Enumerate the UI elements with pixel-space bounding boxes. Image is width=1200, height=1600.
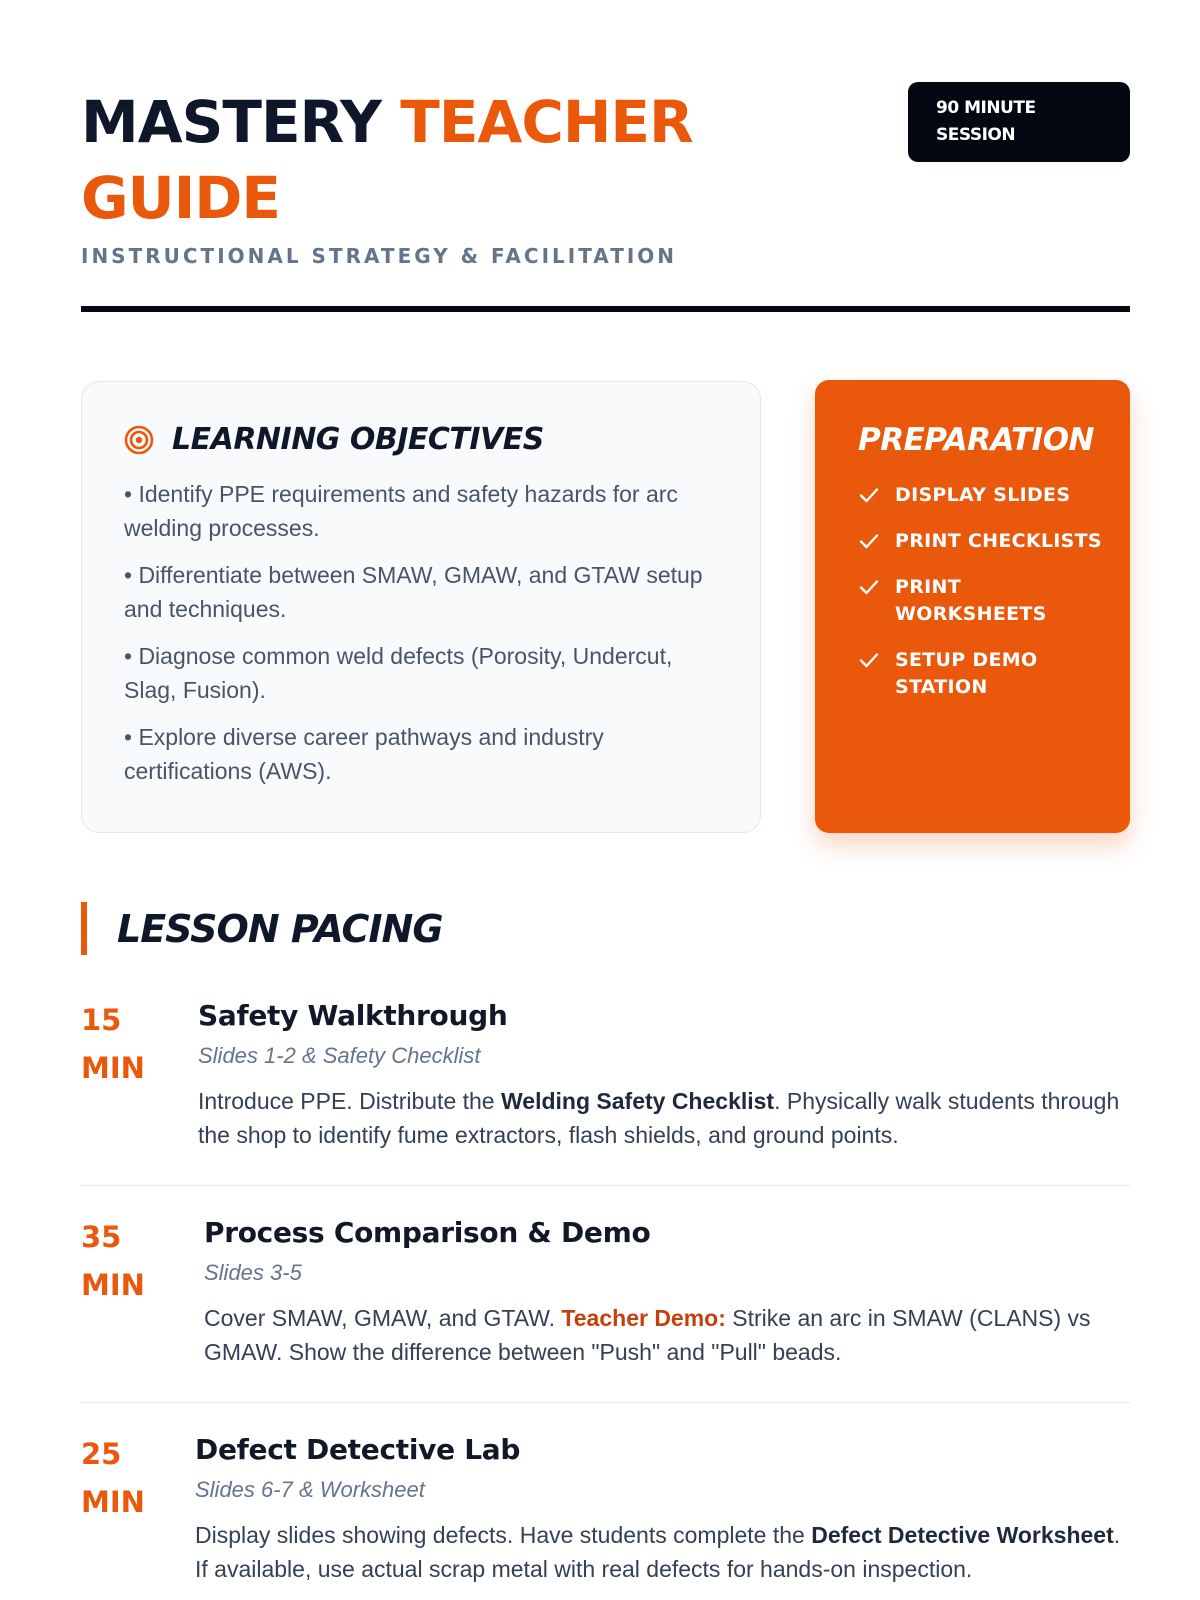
pacing-slides: Slides 3-5 [204, 1260, 302, 1285]
pacing-desc-text: Cover SMAW, GMAW, and GTAW. [204, 1305, 562, 1331]
pacing-slides: Slides 1-2 & Safety Checklist [198, 1043, 481, 1068]
check-icon [858, 484, 880, 506]
pacing-row [81, 1213, 1130, 1363]
pacing-desc-text: Strike an arc in SMAW (CLANS) vs GMAW. Show the difference between "Push" and "Pull" beads. [204, 1305, 1091, 1365]
pacing-desc-text: . Physically walk students through the shop to identify fume extractors, flash shields, and ground points. [198, 1088, 1120, 1148]
pacing-duration: 35 MIN [81, 1220, 145, 1302]
pacing-title: Safety Walkthrough [198, 999, 508, 1032]
prep-item-label: DISPLAY SLIDES [895, 484, 1071, 506]
pacing-row [81, 1430, 1130, 1595]
preparation-list [858, 482, 1102, 701]
pacing-desc-text: Display slides showing defects. Have students complete the [195, 1522, 812, 1548]
pacing-title: Defect Detective Lab [195, 1433, 521, 1466]
pacing-desc-emphasis: Defect Detective Worksheet [811, 1522, 1114, 1548]
prep-item-label: PRINT CHECKLISTS [895, 530, 1102, 552]
header-divider [81, 306, 1130, 312]
pacing-title: Process Comparison & Demo [204, 1216, 651, 1249]
title-primary: MASTERY [81, 88, 401, 156]
objectives-list [124, 477, 720, 788]
prep-item-label: PRINT WORKSHEETS [895, 576, 1047, 625]
preparation-title: PREPARATION [858, 422, 1095, 458]
pacing-row [81, 996, 1130, 1146]
check-icon [858, 649, 880, 671]
objectives-heading [124, 422, 720, 457]
pacing-divider [81, 1185, 1130, 1186]
session-badge: 90 MINUTE SESSION [908, 82, 1130, 162]
pacing-details [195, 1430, 1130, 1586]
pacing-description [204, 1301, 1130, 1369]
prep-item-label: SETUP DEMO STATION [895, 649, 1038, 698]
objectives-title: LEARNING OBJECTIVES [172, 422, 544, 457]
pacing-desc-text: . If available, use actual scrap metal with real defects for hands-on inspection. [195, 1522, 1121, 1582]
pacing-description [198, 1084, 1130, 1152]
objective-item: • Identify PPE requirements and safety hazards for arc welding processes. [124, 481, 678, 541]
pacing-desc-text: Introduce PPE. Distribute the [198, 1088, 501, 1114]
lesson-pacing-heading [81, 902, 443, 955]
learning-objectives-card [81, 381, 761, 833]
pacing-desc-emphasis: Welding Safety Checklist [501, 1088, 775, 1114]
pacing-duration: 25 MIN [81, 1437, 145, 1519]
pacing-divider [81, 1402, 1130, 1403]
pacing-details [204, 1213, 1130, 1369]
prep-item [858, 528, 1102, 555]
preparation-card [815, 380, 1130, 833]
objective-item: • Explore diverse career pathways and industry certifications (AWS). [124, 724, 604, 784]
check-icon [858, 530, 880, 552]
objective-item: • Diagnose common weld defects (Porosity, Undercut, Slag, Fusion). [124, 643, 673, 703]
title-accent: TEACHER GUIDE [81, 88, 693, 232]
pacing-details [198, 996, 1130, 1152]
objective-item: • Differentiate between SMAW, GMAW, and GTAW setup and techniques. [124, 562, 703, 622]
pacing-desc-highlight: Teacher Demo: [561, 1305, 726, 1331]
pacing-description [195, 1518, 1130, 1586]
pacing-slides: Slides 6-7 & Worksheet [195, 1477, 425, 1502]
prep-item [858, 482, 1102, 509]
page-subtitle: INSTRUCTIONAL STRATEGY & FACILITATION [81, 244, 678, 268]
page-title [81, 84, 781, 236]
lesson-pacing-title: LESSON PACING [117, 906, 443, 951]
prep-item [858, 574, 1102, 628]
check-icon [858, 576, 880, 598]
pacing-duration: 15 MIN [81, 1003, 145, 1085]
prep-item [858, 647, 1102, 701]
target-icon [124, 425, 154, 455]
